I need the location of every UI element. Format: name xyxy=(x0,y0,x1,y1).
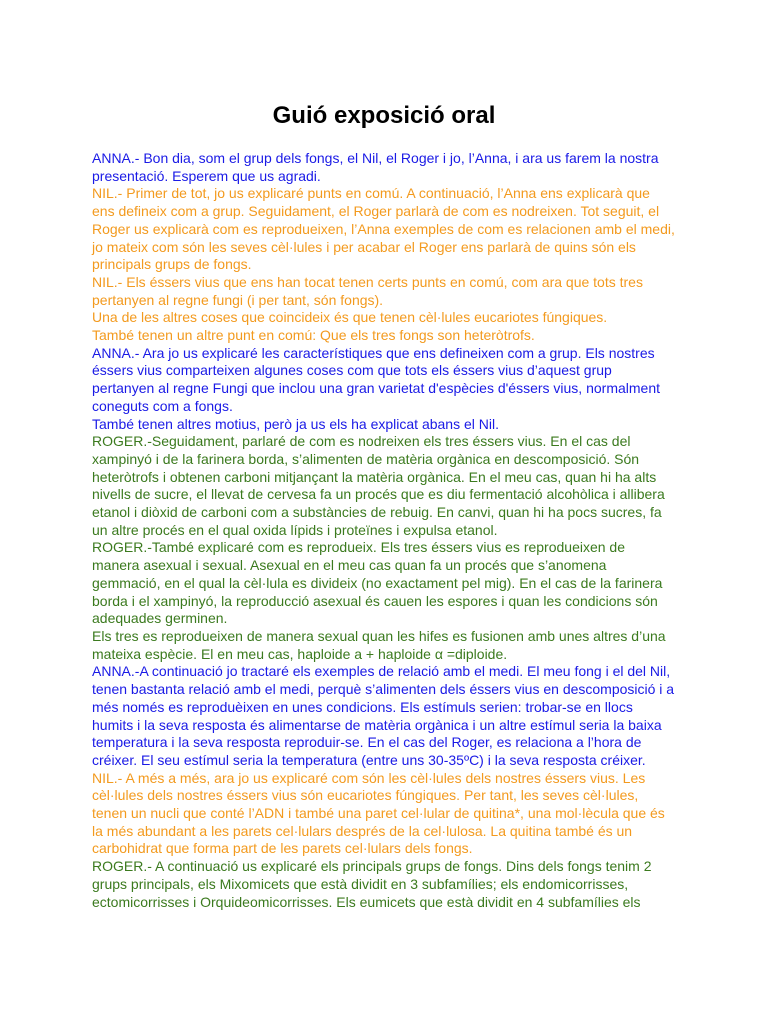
paragraph-nil: NIL.- Primer de tot, jo us explicaré punts en comú. A continuació, l’Anna ens explicarà que ens defineix com a grup. Seguidament, el Roger parlarà de com es nodreixen. Tot seguit, el Roger us explicarà com es reprodueixen, l’Anna exemples de com es relacionen amb el medi, jo mateix com són les seves cèl·lules i per acabar el Roger ens parlarà de quins són els principals grups de fongs. xyxy=(92,185,675,273)
paragraph-nil: NIL.- Els éssers vius que ens han tocat tenen certs punts en comú, com ara que tots tres pertanyen al regne fungi (i per tant, són fongs). xyxy=(92,273,643,308)
paragraph-roger: ROGER.-Seguidament, parlaré de com es nodreixen els tres éssers vius. En el cas del xampinyó i de la farinera borda, s’alimenten de matèria orgànica en descomposició. Són heteròtrofs i obtenen carboni mitjançant la matèria orgànica. En el meu cas, quan hi ha alts nivells de sucre, el llevat de cervesa fa un procés que es diu fermentació alcohòlica i allibera etanol i diòxid de carboni com a substàncies de rebuig. En canvi, quan hi ha pocs sucres, fa un altre procés en el qual oxida lípids i proteïnes i expulsa etanol. xyxy=(92,433,665,538)
paragraph-anna: ANNA.- Ara jo us explicaré les característiques que ens defineixen com a grup. Els nostres éssers vius comparteixen algunes coses com que tots els éssers vius d’aquest grup pertanyen al regne Fungi que inclou una gran varietat d'espècies d'éssers vius, normalment coneguts com a fongs. xyxy=(92,344,661,414)
paragraph-anna: ANNA.- Bon dia, som el grup dels fongs, el Nil, el Roger i jo, l’Anna, i ara us farem la nostra presentació. Esperem que us agradi. xyxy=(92,150,659,184)
paragraph-nil: NIL.- A més a més, ara jo us explicaré com són les cèl·lules dels nostres éssers vius. Les cèl·lules dels nostres éssers vius són eucariotes fúngiques. Per tant, les seves cèl·lules, tenen un nucli que conté l’ADN i també una paret cel·lular de quitina*, una mol·lècula que és la més abundant a les parets cel·lulars després de la cel·lulosa. La quitina també és un carbohidrat que forma part de les parets cel·lulars dels fongs. xyxy=(92,769,665,857)
paragraph-nil: Una de les altres coses que coincideix és que tenen cèl·lules eucariotes fúngiques. xyxy=(92,309,608,326)
paragraph-anna: També tenen altres motius, però ja us els ha explicat abans el Nil. xyxy=(92,415,499,432)
paragraph-anna: ANNA.-A continuació jo tractaré els exemples de relació amb el medi. El meu fong i el del Nil, tenen bastanta relació amb el medi, perquè s’alimenten dels éssers vius en descomposició i a més només es reproduèixen en unes condicions. Els estímuls serien: trobar-se en llocs humits i la seva resposta és alimentarse de matèria orgànica i un altre estímul seria la baixa temperatura i la seva resposta reproduir-se. En el cas del Roger, es relaciona a l’hora de créixer. El seu estímul seria la temperatura (entre uns 30-35ºC) i la seva resposta créixer. xyxy=(92,663,675,768)
script-body xyxy=(92,150,676,911)
paragraph-roger: ROGER.- A continuació us explicaré els principals grups de fongs. Dins dels fongs tenim 2 grups principals, els Mixomicets que està dividit en 3 subfamílies; els endomicorrisses, ectomicorrisses i Orquideomicorrisses. Els eumicets que està dividit en 4 subfamílies els xyxy=(92,858,652,910)
paragraph-roger: ROGER.-També explicaré com es reprodueix. Els tres éssers vius es reprodueixen de manera asexual i sexual. Asexual en el meu cas quan fa un procés que s’anomena gemmació, en el qual la cèl·lula es divideix (no exactament pel mig). En el cas de la farinera borda i el xampinyó, la reproducció asexual és cauen les espores i quan les condicions són adequades germinen. xyxy=(92,539,663,627)
paragraph-nil: També tenen un altre punt en comú: Que els tres fongs son heteròtrofs. xyxy=(92,327,535,344)
document-title: Guió exposició oral xyxy=(272,102,496,130)
paragraph-roger: Els tres es reprodueixen de manera sexual quan les hifes es fusionen amb unes altres d’una mateixa espècie. El en meu cas, haploide a + haploide α =diploide. xyxy=(92,627,666,662)
